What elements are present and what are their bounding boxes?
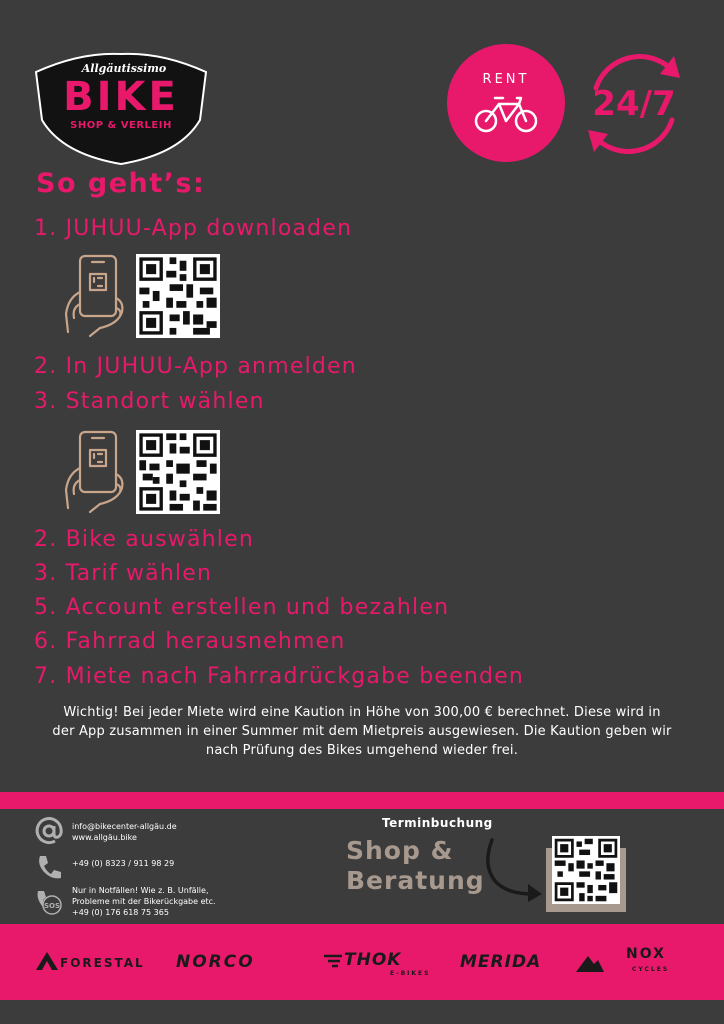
booking-title bbox=[346, 836, 485, 896]
step-end-rental: 7. Miete nach Fahrradrückgabe beenden bbox=[34, 664, 525, 689]
qr-code-location[interactable] bbox=[136, 430, 220, 514]
step-register-app: 2. In JUHUU-App anmelden bbox=[34, 354, 357, 379]
step-take-bike: 6. Fahrrad herausnehmen bbox=[34, 629, 346, 654]
brand-thok: THOK bbox=[344, 950, 402, 970]
step-select-tariff: 3. Tarif wählen bbox=[34, 561, 213, 586]
phone-scan-icon bbox=[60, 428, 126, 516]
thok-mark-icon bbox=[322, 954, 344, 968]
step-select-bike: 2. Bike auswählen bbox=[34, 527, 254, 552]
phone-icon bbox=[34, 852, 64, 882]
email-link[interactable]: info@bikecenter-allgäu.de bbox=[72, 822, 177, 831]
qr-download-app bbox=[60, 252, 230, 340]
contact-phone[interactable]: +49 (0) 8323 / 911 98 29 bbox=[72, 859, 175, 868]
logo-subtitle: SHOP & VERLEIH bbox=[70, 120, 172, 131]
logo-script-text: Allgäutissimo bbox=[81, 62, 167, 75]
brand-nox: NOX bbox=[626, 946, 666, 962]
merida-mark-icon bbox=[576, 954, 604, 972]
curved-arrow-icon bbox=[482, 836, 546, 906]
brand-logos-band bbox=[0, 924, 724, 1000]
rent-badge bbox=[447, 44, 565, 162]
emergency-note-line1: Nur in Notfällen! Wie z. B. Unfälle, bbox=[72, 886, 209, 895]
logo-brand-text: BIKE bbox=[63, 74, 179, 120]
svg-text:SOS: SOS bbox=[43, 902, 61, 910]
bicycle-icon bbox=[473, 94, 539, 134]
hours-label: 24/7 bbox=[592, 84, 676, 124]
contact-website[interactable] bbox=[72, 833, 137, 843]
brand-forestal: FORESTAL bbox=[60, 956, 145, 970]
booking-title-line1: Shop & bbox=[346, 836, 454, 865]
brand-norco: NORCO bbox=[176, 952, 255, 972]
qr-code-app-download[interactable] bbox=[136, 254, 220, 338]
forestal-mark-icon bbox=[36, 952, 58, 970]
sos-phone-icon bbox=[34, 888, 64, 918]
emergency-note-line2: Probleme mit der Bikerückgabe etc. bbox=[72, 897, 216, 906]
instructions-heading: So geht’s: bbox=[36, 168, 206, 199]
at-sign-icon bbox=[34, 816, 64, 846]
step-download-app: 1. JUHUU-App downloaden bbox=[34, 216, 353, 241]
emergency-phone[interactable]: +49 (0) 176 618 75 365 bbox=[72, 908, 169, 917]
phone-scan-icon bbox=[60, 252, 126, 340]
accent-divider bbox=[0, 792, 724, 809]
deposit-notice: Wichtig! Bei jeder Miete wird eine Kaution in Höhe von 300,00 € berechnet. Diese wird in der App zusammen in einer Summer mit dem Mietpreis ausgewiesen. Die Kaution geben wir nach Prüfung des Bikes umgehend wieder frei. bbox=[52, 705, 672, 758]
brand-nox-sub: CYCLES bbox=[632, 966, 670, 973]
website-link[interactable]: www.allgäu.bike bbox=[72, 833, 137, 842]
qr-select-location bbox=[60, 428, 230, 516]
contact-email[interactable] bbox=[72, 822, 177, 832]
brand-thok-sub: E-BIKES bbox=[390, 970, 431, 977]
open-24-7-badge bbox=[578, 44, 690, 162]
shop-logo bbox=[30, 50, 212, 168]
qr-code-booking[interactable] bbox=[552, 836, 620, 904]
rent-label: RENT bbox=[482, 72, 530, 87]
step-create-account-pay: 5. Account erstellen und bezahlen bbox=[34, 595, 450, 620]
step-select-location: 3. Standort wählen bbox=[34, 389, 265, 414]
booking-title-line2: Beratung bbox=[346, 866, 485, 895]
booking-label: Terminbuchung bbox=[382, 816, 493, 830]
brand-merida: MERIDA bbox=[460, 952, 542, 972]
